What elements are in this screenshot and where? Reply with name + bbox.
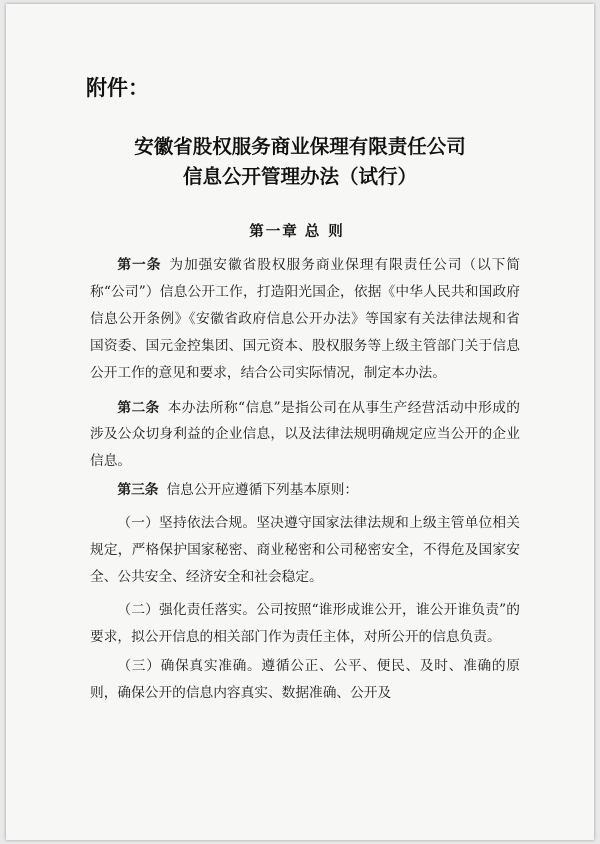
document-title-line-1: 安徽省股权服务商业保理有限责任公司 [134, 135, 466, 158]
article-label: 第二条 [117, 399, 160, 416]
article-paragraph [90, 477, 520, 504]
article-text: 为加强安徽省股权服务商业保理有限责任公司（以下简称“公司”）信息公开工作，打造阳光国企，依据《中华人民共和国政府信息公开条例》《安徽省政府信息公开办法》等国家有关法律法规和省国资委、国元金控集团、国元资本、股权服务等上级主管部门关于信息公开工作的意见和要求，结合公司实际情况，制定本办法。 [90, 257, 520, 381]
chapter-name: 总 则 [304, 224, 345, 240]
principle-paragraph: （三）确保真实准确。遵循公正、公平、便民、及时、准确的原则，确保公开的信息内容真实、数据准确、公开及 [90, 657, 520, 701]
principle-paragraph: （一）坚持依法合规。坚决遵守国家法律法规和上级主管单位相关规定，严格保护国家秘密、商业秘密和公司秘密安全，不得危及国家安全、公共安全、经济安全和社会稳定。 [90, 515, 520, 585]
document-body [90, 252, 520, 707]
chapter-heading [6, 220, 594, 241]
article-label: 第一条 [117, 257, 162, 273]
article-text: 信息公开应遵循下列基本原则： [166, 482, 359, 499]
article-paragraph [90, 252, 520, 387]
document-title-line-2: 信息公开管理办法（试行） [182, 165, 417, 188]
article-paragraph [90, 395, 520, 476]
document-page [6, 4, 594, 840]
attachment-label: 附件： [86, 76, 149, 100]
principle-paragraph: （二）强化责任落实。公司按照“谁形成谁公开，谁公开谁负责”的要求，拟公开信息的相关部门作为责任主体，对所公开的信息负责。 [90, 601, 520, 645]
chapter-number: 第一章 [249, 224, 299, 240]
article-text: 本办法所称“信息”是指公司在从事生产经营活动中形成的涉及公众切身利益的企业信息，以及法律法规明确规定应当公开的企业信息。 [90, 399, 520, 470]
article-label: 第三条 [117, 482, 159, 499]
